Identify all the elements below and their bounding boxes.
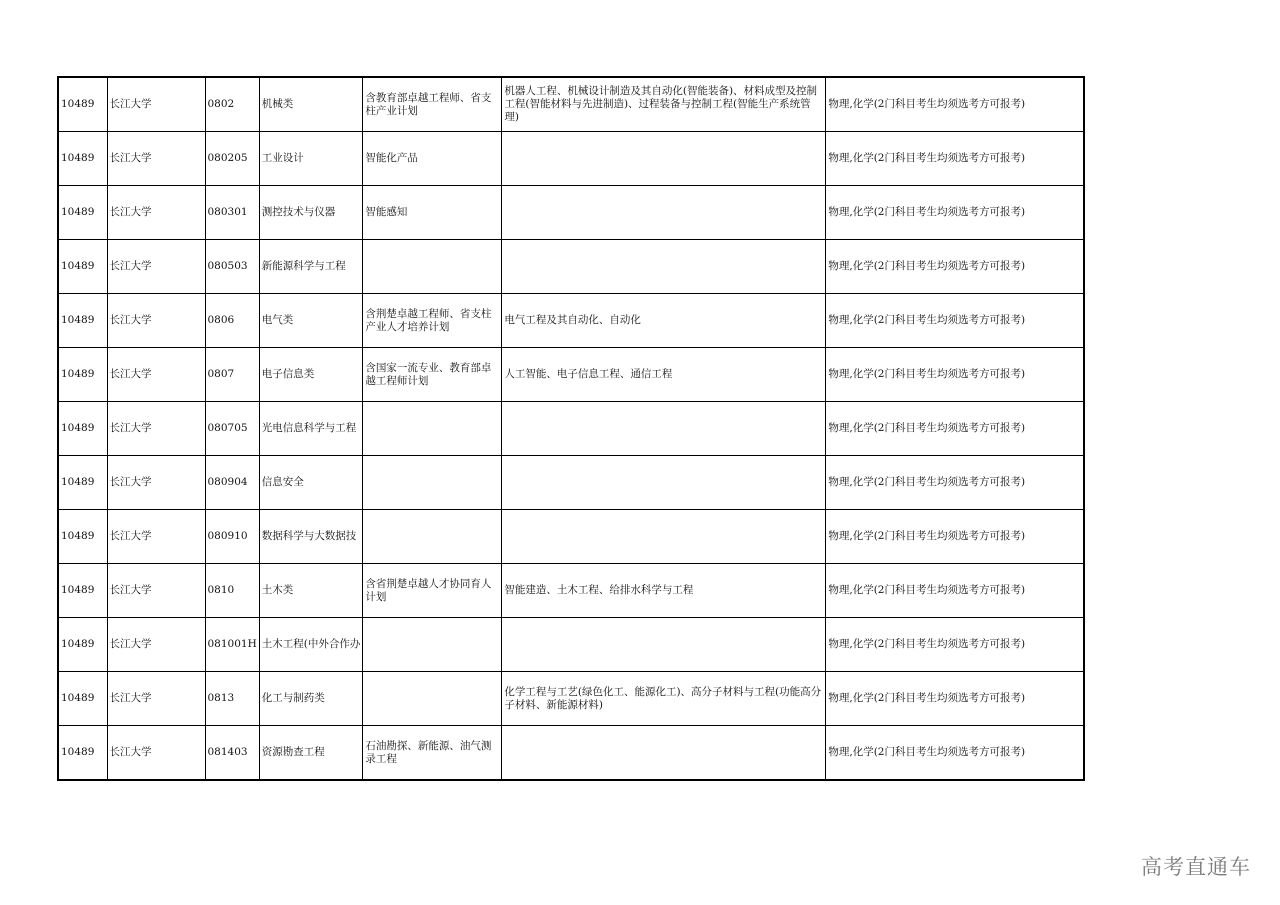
school-name-cell: 长江大学 (107, 294, 205, 348)
subject-requirement-cell: 物理,化学(2门科目考生均须选考方可报考) (826, 77, 1084, 132)
table-row (58, 77, 1084, 132)
plan-note-cell (363, 510, 502, 564)
school-code-cell: 10489 (58, 132, 107, 186)
table-row (58, 456, 1084, 510)
major-name-cell: 信息安全 (259, 456, 363, 510)
major-name-cell: 工业设计 (259, 132, 363, 186)
subject-requirement-cell: 物理,化学(2门科目考生均须选考方可报考) (826, 132, 1084, 186)
major-name-cell: 化工与制药类 (259, 672, 363, 726)
included-majors-cell (502, 186, 826, 240)
subject-requirement-cell: 物理,化学(2门科目考生均须选考方可报考) (826, 618, 1084, 672)
subject-requirement-cell: 物理,化学(2门科目考生均须选考方可报考) (826, 402, 1084, 456)
table-row (58, 564, 1084, 618)
table-row (58, 726, 1084, 781)
school-name-cell: 长江大学 (107, 672, 205, 726)
major-name-cell: 资源勘查工程 (259, 726, 363, 781)
subject-requirement-cell: 物理,化学(2门科目考生均须选考方可报考) (826, 294, 1084, 348)
subject-requirement-cell: 物理,化学(2门科目考生均须选考方可报考) (826, 456, 1084, 510)
school-name-cell: 长江大学 (107, 510, 205, 564)
included-majors-cell (502, 402, 826, 456)
major-code-cell: 0806 (205, 294, 259, 348)
school-code-cell: 10489 (58, 77, 107, 132)
included-majors-cell (502, 240, 826, 294)
included-majors-cell (502, 726, 826, 781)
school-code-cell: 10489 (58, 564, 107, 618)
school-code-cell: 10489 (58, 672, 107, 726)
school-name-cell: 长江大学 (107, 456, 205, 510)
plan-note-cell: 智能化产品 (363, 132, 502, 186)
table-row (58, 186, 1084, 240)
school-name-cell: 长江大学 (107, 77, 205, 132)
subject-requirement-cell: 物理,化学(2门科目考生均须选考方可报考) (826, 672, 1084, 726)
watermark-text: 高考直通车 (1141, 855, 1251, 879)
table-row (58, 348, 1084, 402)
table-row (58, 510, 1084, 564)
plan-note-cell: 含荆楚卓越工程师、省支柱产业人才培养计划 (363, 294, 502, 348)
school-name-cell: 长江大学 (107, 186, 205, 240)
subject-requirement-cell: 物理,化学(2门科目考生均须选考方可报考) (826, 348, 1084, 402)
school-code-cell: 10489 (58, 456, 107, 510)
plan-note-cell: 石油勘探、新能源、油气测录工程 (363, 726, 502, 781)
plan-note-cell: 含教育部卓越工程师、省支柱产业计划 (363, 77, 502, 132)
plan-note-cell: 含省荆楚卓越人才协同育人计划 (363, 564, 502, 618)
included-majors-cell (502, 132, 826, 186)
school-code-cell: 10489 (58, 186, 107, 240)
major-name-cell: 机械类 (259, 77, 363, 132)
school-code-cell: 10489 (58, 726, 107, 781)
major-code-cell: 0807 (205, 348, 259, 402)
major-name-cell: 测控技术与仪器 (259, 186, 363, 240)
school-name-cell: 长江大学 (107, 240, 205, 294)
major-code-cell: 080503 (205, 240, 259, 294)
school-code-cell: 10489 (58, 240, 107, 294)
plan-note-cell (363, 456, 502, 510)
table-row (58, 672, 1084, 726)
subject-requirement-cell: 物理,化学(2门科目考生均须选考方可报考) (826, 510, 1084, 564)
plan-note-cell: 智能感知 (363, 186, 502, 240)
included-majors-cell: 人工智能、电子信息工程、通信工程 (502, 348, 826, 402)
major-code-cell: 080910 (205, 510, 259, 564)
plan-note-cell (363, 402, 502, 456)
subject-requirement-cell: 物理,化学(2门科目考生均须选考方可报考) (826, 564, 1084, 618)
included-majors-cell: 机器人工程、机械设计制造及其自动化(智能装备)、材料成型及控制工程(智能材料与先进制造)、过程装备与控制工程(智能生产系统管理) (502, 77, 826, 132)
table-row (58, 240, 1084, 294)
major-code-cell: 080205 (205, 132, 259, 186)
major-name-cell: 数据科学与大数据技 (259, 510, 363, 564)
table-row (58, 132, 1084, 186)
school-name-cell: 长江大学 (107, 618, 205, 672)
major-code-cell: 081403 (205, 726, 259, 781)
subject-requirement-cell: 物理,化学(2门科目考生均须选考方可报考) (826, 726, 1084, 781)
school-name-cell: 长江大学 (107, 726, 205, 781)
school-name-cell: 长江大学 (107, 348, 205, 402)
included-majors-cell: 智能建造、土木工程、给排水科学与工程 (502, 564, 826, 618)
school-code-cell: 10489 (58, 348, 107, 402)
school-name-cell: 长江大学 (107, 132, 205, 186)
major-code-cell: 081001H (205, 618, 259, 672)
included-majors-cell (502, 456, 826, 510)
plan-note-cell (363, 240, 502, 294)
major-code-cell: 0810 (205, 564, 259, 618)
school-code-cell: 10489 (58, 294, 107, 348)
included-majors-cell: 化学工程与工艺(绿色化工、能源化工)、高分子材料与工程(功能高分子材料、新能源材料) (502, 672, 826, 726)
major-code-cell: 0813 (205, 672, 259, 726)
subject-requirement-cell: 物理,化学(2门科目考生均须选考方可报考) (826, 186, 1084, 240)
table-row (58, 294, 1084, 348)
major-name-cell: 新能源科学与工程 (259, 240, 363, 294)
school-name-cell: 长江大学 (107, 564, 205, 618)
plan-note-cell (363, 618, 502, 672)
table-row (58, 618, 1084, 672)
subject-requirement-cell: 物理,化学(2门科目考生均须选考方可报考) (826, 240, 1084, 294)
included-majors-cell: 电气工程及其自动化、自动化 (502, 294, 826, 348)
school-code-cell: 10489 (58, 618, 107, 672)
admission-table (57, 76, 1085, 781)
major-code-cell: 080705 (205, 402, 259, 456)
major-code-cell: 080904 (205, 456, 259, 510)
major-name-cell: 土木类 (259, 564, 363, 618)
major-name-cell: 电气类 (259, 294, 363, 348)
included-majors-cell (502, 618, 826, 672)
table-row (58, 402, 1084, 456)
plan-note-cell: 含国家一流专业、教育部卓越工程师计划 (363, 348, 502, 402)
table-body (58, 77, 1084, 780)
major-name-cell: 土木工程(中外合作办 (259, 618, 363, 672)
school-name-cell: 长江大学 (107, 402, 205, 456)
school-code-cell: 10489 (58, 510, 107, 564)
plan-note-cell (363, 672, 502, 726)
major-name-cell: 光电信息科学与工程 (259, 402, 363, 456)
school-code-cell: 10489 (58, 402, 107, 456)
major-name-cell: 电子信息类 (259, 348, 363, 402)
major-code-cell: 0802 (205, 77, 259, 132)
major-code-cell: 080301 (205, 186, 259, 240)
included-majors-cell (502, 510, 826, 564)
